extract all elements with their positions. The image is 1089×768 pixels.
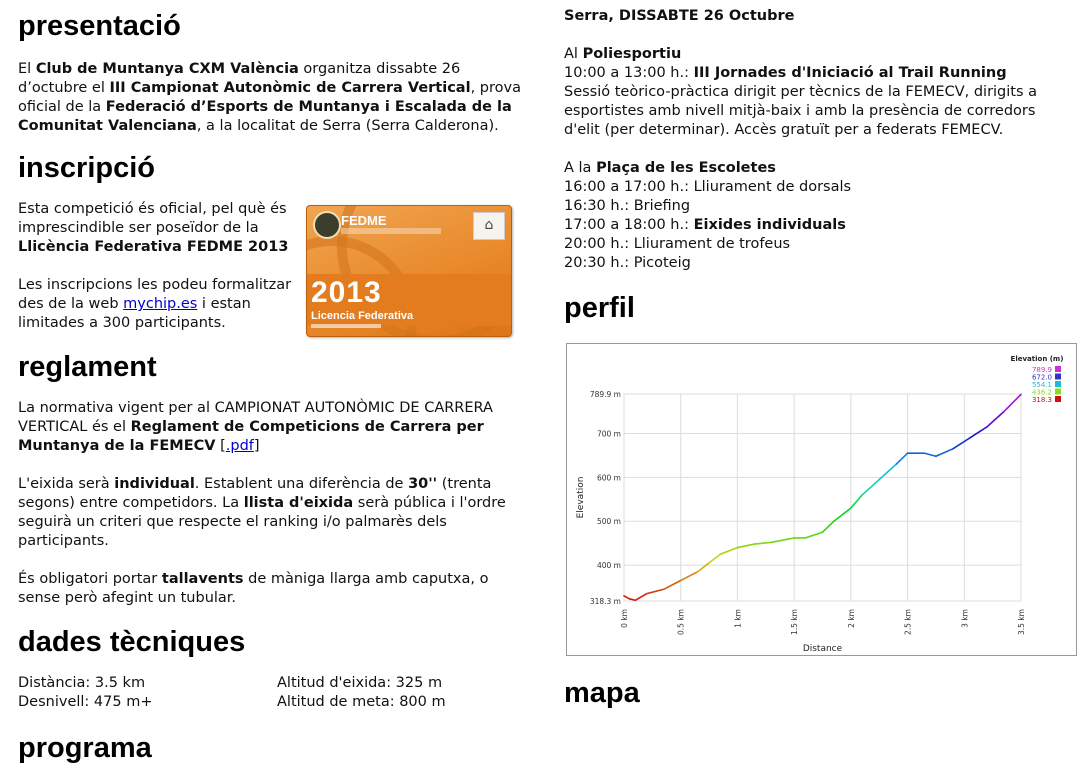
- x-axis-label: Distance: [802, 644, 843, 654]
- y-axis-label: Elevation: [576, 476, 586, 519]
- y-tick-label: 600 m: [596, 473, 621, 483]
- x-tick-label: 2 km: [846, 609, 856, 628]
- y-tick-label: 400 m: [596, 561, 621, 571]
- fedme-logo-icon: [313, 211, 341, 239]
- dades-row-1: [18, 674, 530, 693]
- card-valid-bar: [311, 324, 381, 328]
- programa-line-2: 16:00 a 17:00 h.: Lliurament de dorsals: [564, 179, 852, 195]
- legend-swatch: [1055, 396, 1061, 402]
- legend-entry: 789.9: [1031, 366, 1052, 374]
- section-title-programa: programa: [18, 732, 152, 764]
- desnivell: Desnivell: 475 m+: [18, 694, 153, 710]
- y-tick-label: 318.3 m: [589, 597, 621, 606]
- legend-entry: 554.1: [1031, 381, 1052, 389]
- reglament-eixida-text: L'eixida serà individual. Establent una diferència de 30'' (trenta segons) entre competidors. La llista d'eixida serà pública i l'ordre seguirà un criteri que respecte el ranking i/o palmarès dels participants.: [18, 476, 506, 549]
- card-brand: FEDME: [341, 213, 387, 228]
- programa-line-6: 20:30 h.: Picoteig: [564, 255, 691, 271]
- legend-title: Elevation (m): [1010, 355, 1064, 363]
- pdf-link[interactable]: .pdf: [225, 438, 254, 454]
- elevation-chart: [566, 343, 1077, 656]
- altitud-eixida: Altitud d'eixida: 325 m: [277, 675, 443, 691]
- section-title-inscripcio: inscripció: [18, 152, 155, 184]
- programa-line-3: 16:30 h.: Briefing: [564, 198, 691, 214]
- card-label: Licencia Federativa: [311, 310, 414, 322]
- programa-desc: Sessió teòrico-pràctica dirigit per tècnics de la FEMECV, dirigits a esportistes amb nivell mitjà-baix i amb la presència de corredors d'elit (per determinar). Accès gratuït per a federats FEMECV.: [564, 84, 1038, 138]
- x-tick-label: 3.5 km: [1017, 609, 1026, 635]
- x-tick-label: 0 km: [620, 609, 629, 628]
- x-tick-label: 0.5 km: [676, 609, 686, 635]
- programa-line-1: 10:00 a 13:00 h.: III Jornades d'Iniciació al Trail Running: [564, 65, 1007, 81]
- legend-swatch: [1055, 389, 1061, 395]
- x-tick-label: 1 km: [733, 609, 743, 628]
- fedme-license-card: [306, 205, 512, 337]
- legend-entry: 318.3: [1031, 396, 1052, 404]
- distancia: Distància: 3.5 km: [18, 675, 146, 691]
- y-tick-label: 700 m: [596, 429, 621, 439]
- inscripcio-text: Esta competició és oficial, pel què és imprescindible ser poseïdor de la Llicència Federativa FEDME 2013: [18, 201, 289, 255]
- reglament-text: La normativa vigent per al CAMPIONAT AUTONÒMIC DE CARRERA VERTICAL és el Reglament de Competicions de Carrera per Muntanya de la FEMECV [.pdf]: [18, 400, 493, 454]
- y-tick-label: 500 m: [596, 517, 621, 527]
- loc-escoletes: A la Plaça de les Escoletes: [564, 160, 776, 176]
- x-tick-label: 2.5 km: [903, 609, 913, 635]
- legend-entry: 672.0: [1031, 373, 1052, 382]
- inscripcio-web-text: Les inscripcions les podeu formalitzar des de la web mychip.es i estan limitades a 300 participants.: [18, 277, 292, 331]
- programa-line-4: 17:00 a 18:00 h.: Eixides individuals: [564, 217, 846, 233]
- section-title-mapa: mapa: [564, 677, 640, 709]
- programa-line-5: 20:00 h.: Lliurament de trofeus: [564, 236, 791, 252]
- x-tick-label: 1.5 km: [790, 609, 800, 635]
- legend-swatch: [1055, 381, 1061, 387]
- programa-header: Serra, DISSABTE 26 Octubre: [564, 8, 795, 24]
- elevation-chart-svg: [567, 344, 1076, 655]
- section-title-perfil: perfil: [564, 292, 635, 324]
- house-icon: ⌂: [473, 212, 505, 240]
- legend-swatch: [1055, 366, 1061, 372]
- right-column: [564, 0, 1074, 325]
- card-subtitle-bar: [341, 228, 441, 234]
- x-tick-label: 3 km: [960, 609, 970, 628]
- section-title-presentacio: presentació: [18, 10, 181, 42]
- card-year: 2013: [311, 276, 382, 309]
- dades-row-2: [18, 693, 530, 712]
- presentacio-text: El Club de Muntanya CXM València organitza dissabte 26 d’octubre el III Campionat Autonòmic de Carrera Vertical, prova oficial de la Federació d’Esports de Muntanya i Escalada de la Comunitat Valenciana, a la localitat de Serra (Serra Calderona).: [18, 61, 521, 134]
- plot-area: [624, 394, 1021, 601]
- altitud-meta: Altitud de meta: 800 m: [277, 694, 446, 710]
- legend-swatch: [1055, 374, 1061, 380]
- legend-entry: 436.2: [1031, 388, 1052, 397]
- left-column: [18, 0, 530, 765]
- reglament-tallavents-text: És obligatori portar tallavents de màniga llarga amb caputxa, o sense però afegint un tubular.: [18, 571, 489, 606]
- mychip-link[interactable]: mychip.es: [123, 296, 198, 312]
- y-tick-label: 789.9 m: [589, 390, 621, 399]
- loc-poliesportiu: Al Poliesportiu: [564, 46, 682, 62]
- section-title-reglament: reglament: [18, 351, 157, 383]
- section-title-dades: dades tècniques: [18, 626, 246, 658]
